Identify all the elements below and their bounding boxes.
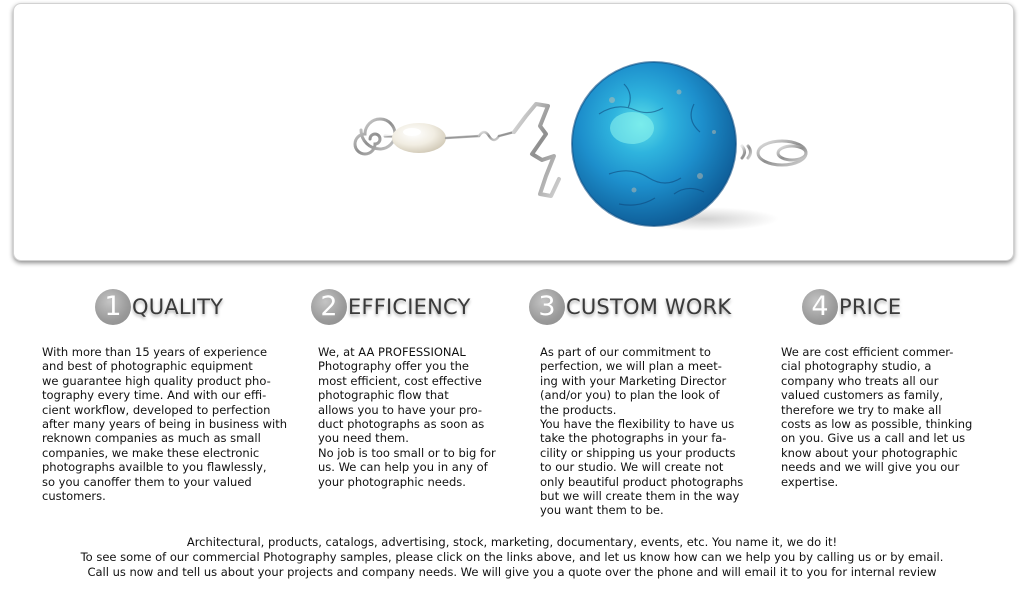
feature-custom-work-text: As part of our commitment to perfection, we will plan a meet- ing with your Marketing Director (and/or you) to plan the look of the products. You have the flexibility to have us take the photographs in your fa- cility or shipping us your products to our studio. We will create not only beautiful product photographs but we will create them in the way you want them to be. — [540, 345, 744, 518]
number-badge-1: 1 — [95, 289, 131, 325]
feature-custom-work-heading — [529, 288, 731, 326]
feature-price-heading — [802, 288, 901, 326]
feature-efficiency-heading — [311, 288, 471, 326]
number-badge-4: 4 — [802, 289, 838, 325]
feature-price-title: PRICE — [839, 295, 902, 319]
footer-line-1: Architectural, products, catalogs, advertising, stock, marketing, documentary, events, etc. You name it, we do it! — [186, 535, 838, 549]
footer-line-3: Call us now and tell us about your projects and company needs. We will give you a quote over the phone and will email it to you for internal review — [87, 565, 937, 579]
feature-quality-text: With more than 15 years of experience and best of photographic equipment we guarantee high quality product pho- tography every time. And with our effi- cient workflow, developed to perfection after many years of being in business with reknown companies as much as small companies, we make these electronic photographs availble to you flawlessly, so you canoffer them to your valued customers. — [42, 345, 288, 504]
jewelry-pendant-image — [14, 4, 1013, 260]
number-badge-3: 3 — [529, 289, 565, 325]
number-badge-2: 2 — [311, 289, 347, 325]
feature-quality-heading — [95, 288, 223, 326]
hero-banner — [13, 3, 1014, 261]
feature-efficiency-text: We, at AA PROFESSIONAL Photography offer you the most efficient, cost effective photographic flow that allows you to have your pro- duct photographs as soon as you need them. No job is too small or to big for us. We can help you in any of your photographic needs. — [318, 345, 496, 489]
footer-text — [0, 535, 1024, 580]
feature-custom-work-title: CUSTOM WORK — [566, 295, 732, 319]
feature-quality-title: QUALITY — [132, 295, 224, 319]
footer-line-2: To see some of our commercial Photography samples, please click on the links above, and let us know how can we help you by calling us or by email. — [80, 550, 944, 564]
feature-efficiency-title: EFFICIENCY — [348, 295, 471, 319]
feature-price-text: We are cost efficient commer- cial photography studio, a company who treats all our valued customers as family, therefore we try to make all costs as low as possible, thinking on you. Give us a call and let us know about your photographic needs and we will give you our expertise. — [781, 345, 973, 489]
